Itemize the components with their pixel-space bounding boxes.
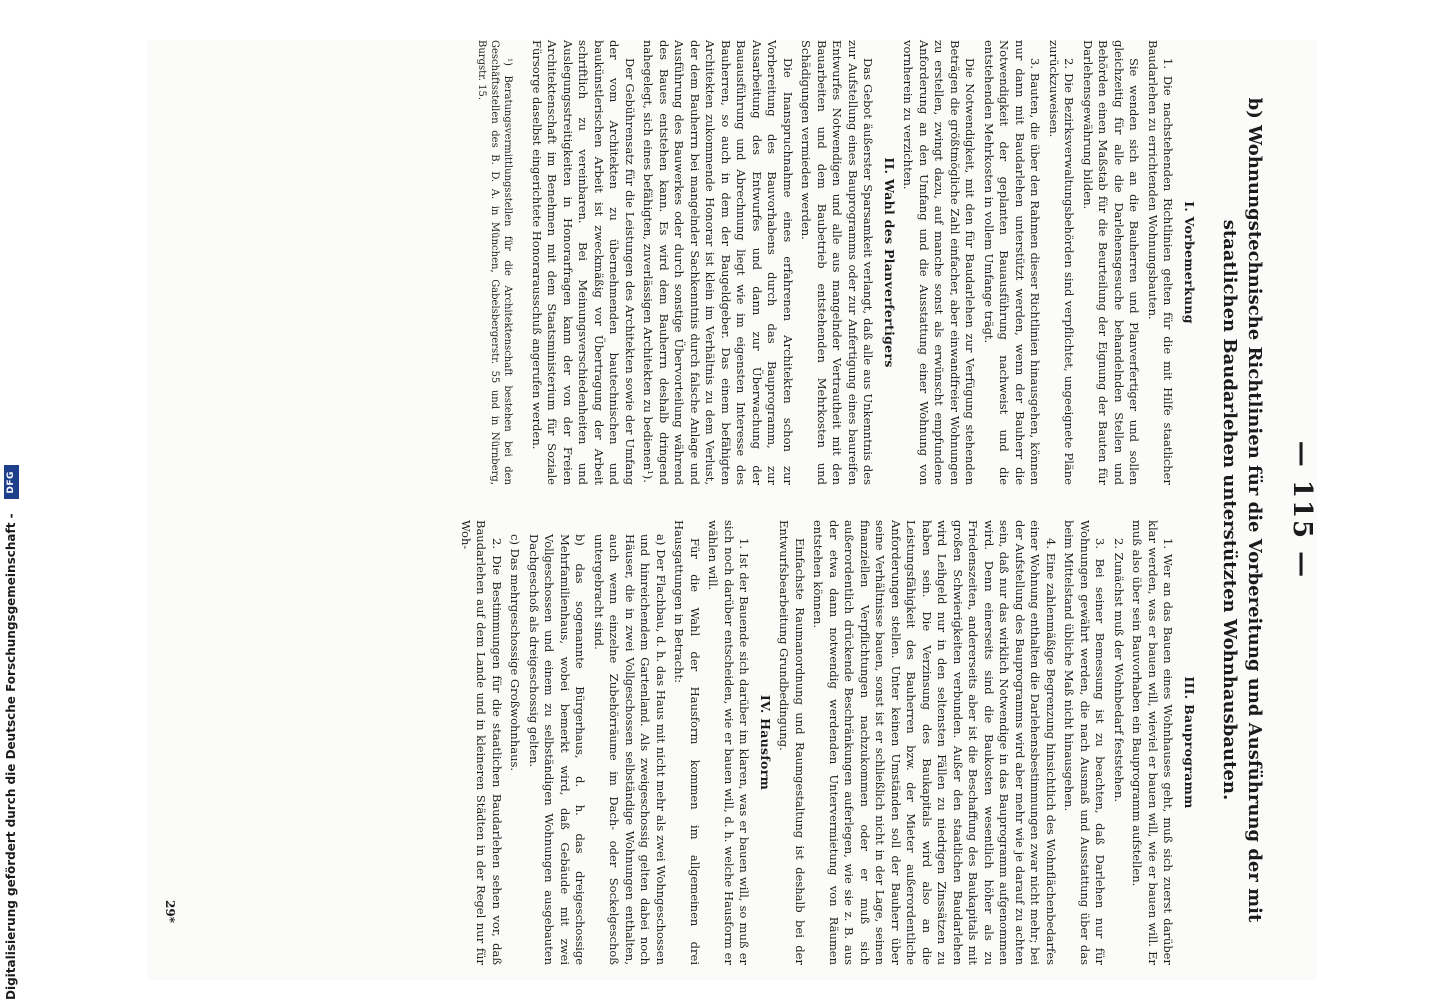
- page-signature: 29*: [163, 900, 177, 923]
- paragraph: 1. Wer an das Bauen eines Wohnhauses geht, muß sich zuerst darüber klar werden, was er bauen will, wieviel er bauen will, wie er bauen will. Er muß also über sein Bauvorhaben ein Bauprogramm aufstellen.: [1130, 520, 1176, 965]
- page-number: — 115 —: [1287, 440, 1317, 580]
- paragraph: 3. Bei seiner Bemessung ist zu beachten, daß Darlehen nur für Wohnungen gewährt werden, die nach Ausmaß und Ausstattung über das beim Mittelstand übliche Maß nicht hinausgehen.: [1062, 520, 1108, 965]
- paragraph: 4. Eine zahlenmäßige Begrenzung hinsichtlich des Wohnflächenbedarfes einer Wohnung enthalten die Darlehensbestimmungen zwar nicht mehr; bei der Aufstellung des Bauprogramms wird aber mehr wie je darauf zu achten sein, daß nur das wirklich Notwendige in das Bauprogramm aufgenommen wird. Denn einerseits sind die Baukosten wesentlich höher als zu Friedenszeiten, andererseits aber ist die Beschaffung des Baukapitals mit großen Schwierigkeiten verbunden. Außer den staatlichen Baudarlehen wird Leihgeld nur in den seltensten Fällen zu niedrigen Zinssätzen zu haben sein. Die Verzinsung des Baukapitals wird also an die Leistungsfähigkeit des Bauherren bzw. der Mieter außerordentliche Anforderungen stellen. Unter keinen Umständen soll der Bauherr über seine Verhältnisse bauen, sonst ist er schließlich nicht in der Lage, seinen finanziellen Verpflichtungen nachzukommen oder er muß sich außerordentlich drückende Beschränkungen auferlegen, wie sie z. B. aus der etwa dann notwendig werdenden Untervermietung von Räumen entstehen können.: [811, 520, 1058, 965]
- page-title: b) Wohnungstechnische Richtlinien für die Vorbereitung und Ausführung der mit staatlichen Baudarlehen unterstützten Wohnhausbauten.: [1219, 97, 1265, 923]
- paragraph: Einfachste Raumanordnung und Raumgestaltung ist deshalb bei der Entwurfsbearbeitung Grundbedingung.: [777, 520, 807, 965]
- paragraph: 3. Bauten, die über den Rahmen dieser Richtlinien hinausgehen, können nur dann mit Baudarlehen unterstützt werden, wenn der Bauherr die Notwendigkeit der geplanten Bauausführung nachweist und die entstehenden Mehrkosten in vollem Umfange trägt.: [982, 40, 1043, 485]
- left-column: [466, 40, 1200, 485]
- section-title: II. Wahl des Planverfertigers: [882, 157, 897, 368]
- list-item: b) das sogenannte Bürgerhaus, d. h. das dreigeschossige Mehrfamilienhaus, wobei bemerkt wird, daß Gebäude mit zwei Vollgeschossen und einem zu selbständigen Wohnungen ausgebauten Dachgeschoß als dreigeschossig gelten.: [527, 534, 588, 965]
- paragraph: Das Gebot äußerster Sparsamkeit verlangt, daß alle aus Unkenntnis des zur Aufstellung eines Bauprogramms oder zur Anfertigung eines baureifen Entwurfes Notwendigen und alle aus mangelnder Vertrautheit mit den Bauarbeiten und dem Baubetrieb entstehenden Mehrkosten und Schädigungen vermieden werden.: [799, 40, 876, 485]
- paragraph: Für die Wahl der Hausform kommen im allgemeinen drei Hausgattungen in Betracht:: [672, 520, 702, 965]
- section-title: I. Vorbemerkung: [1182, 201, 1197, 324]
- paragraph: 2. Zunächst muß der Wohnbedarf feststehen.: [1112, 538, 1126, 803]
- right-column: [455, 520, 1200, 965]
- paragraph: 1. Ist der Bauende sich darüber im klaren, was er bauen will, so muß er sich noch darüber entscheiden, wie er bauen will, d. h. welche Hausform er wählen will.: [706, 520, 752, 965]
- section-title: IV. Hausform: [758, 694, 773, 791]
- credit-text: Digitalisierung gefördert durch die Deutsche Forschungsgemeinschaft -: [4, 513, 18, 1000]
- digitization-credit: [0, 0, 22, 1000]
- section-title: III. Bauprogramm: [1182, 676, 1197, 809]
- paragraph: Die Inanspruchnahme eines erfahrenen Architekten schon zur Vorbereitung des Bauvorhabens durch das Bauprogramm, zur Ausarbeitung des Entwurfes und dann zur Überwachung der Bauausführung und Abrechnung liegt wie im eigensten Interesse des Bauherren, so auch in dem der Baugeldgeber. Das einem befähigten Architekten zukommende Honorar ist klein im Verhältnis zu dem Verlust, der dem Bauherrn bei mangelnder Sachkenntnis durch falsche Anlage und Ausführung des Bauwerkes oder durch sonstige Übervorteilung während des Baues entstehen kann. Es wird dem Bauherrn deshalb dringend nahegelegt, sich eines befähigten, zuverlässigen Architekten zu bedienen¹).: [641, 40, 795, 485]
- paragraph: 2. Die Bestimmungen für die staatlichen Baudarlehen sehen vor, daß Baudarlehen auf dem Lande und in kleineren Städten in der Regel nur für Woh-: [459, 520, 504, 965]
- paragraph: Sie wenden sich an die Bauherren und Planverfertiger und sollen gleichzeitig für alle die Darlehensgesuche behandelnden Stellen und Behörden einen Maßstab für die Beurteilung der Eignung der Bauten für Darlehensgewährung bilden.: [1081, 40, 1142, 485]
- dfg-logo: DFG: [4, 465, 19, 499]
- paragraph: 1. Die nachstehenden Richtlinien gelten für die mit Hilfe staatlicher Baudarlehen zu errichtenden Wohnungsbauten.: [1146, 40, 1176, 485]
- paragraph: Der Gebührensatz für die Leistungen des Architekten sowie der Umfang der vom Architekten zu übernehmenden bautechnischen und baukünstlerischen Arbeit ist zweckmäßig vor Übertragung der Arbeit schriftlich zu vereinbaren. Bei Meinungsverschiedenheiten und Auslegungsstreitigkeiten in Honorarfragen kann der von der Freien Architektenschaft im Benehmen mit dem Staatsministerium für Soziale Fürsorge daselbst eingerichtete Honorarausschuß angerufen werden.: [530, 40, 637, 485]
- paragraph: Die Notwendigkeit, mit den für Baudarlehen zur Verfügung stehenden Beträgen die größtmögliche Zahl einfacher, aber einwandfreier Wohnungen zu erstellen, zwingt dazu, auf manche sonst als erwünscht empfundene Anforderung an den Umfang und die Ausstattung einer Wohnung von vornherein zu verzichten.: [901, 40, 978, 485]
- paragraph: 2. Die Bezirksverwaltungsbehörden sind verpflichtet, ungeeignete Pläne zurückzuweisen.: [1047, 40, 1077, 485]
- list-item: c) Das mehrgeschossige Großwohnhaus.: [508, 534, 523, 772]
- document-page: [147, 40, 1317, 980]
- list-item: a) Der Flachbau, d. h. das Haus mit nicht mehr als zwei Wohngeschossen und hinreichendem Gartenland. Als zweigeschossig gelten dabei noch Häuser, die in zwei Vollgeschossen selbständige Wohnungen enthalten, auch wenn einzelne Zubehörräume im Dach- oder Sockelgeschoß untergebracht sind.: [592, 534, 668, 965]
- footnote: ¹) Beratungsvermittlungsstellen für die Architektenschaft bestehen bei den Geschäftsstellen des B. D. A. in München, Gabelsbergerstr. 55 und in Nürnberg, Burgstr. 15.: [476, 40, 514, 485]
